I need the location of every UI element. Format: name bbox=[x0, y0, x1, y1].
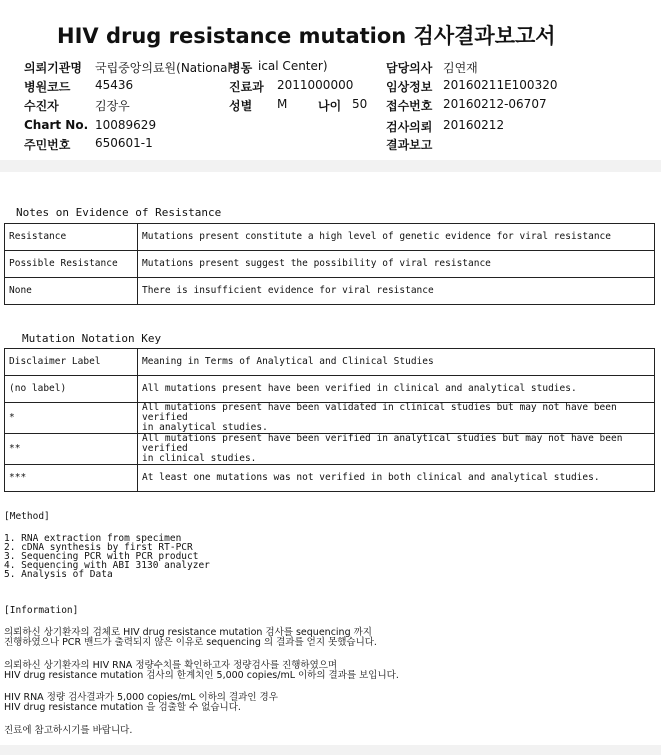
notes-label-possible: Possible Resistance bbox=[5, 251, 138, 278]
sex-label: 성별 bbox=[229, 99, 253, 113]
clinical-info-label: 임상정보 bbox=[386, 80, 433, 94]
attending-label: 담당의사 bbox=[386, 61, 433, 75]
requesting-org-label: 의뢰기관명 bbox=[24, 61, 82, 75]
ward-value: ical Center) bbox=[258, 59, 328, 73]
chart-no-value: 10089629 bbox=[95, 118, 157, 132]
key-header-label: Disclaimer Label bbox=[5, 349, 138, 376]
table-row bbox=[5, 465, 655, 492]
clinical-info-value: 20160211E100320 bbox=[443, 78, 558, 92]
key-meaning-two-star-line1: All mutations present have been verified in analytical studies but may not have been verified bbox=[142, 433, 623, 454]
requesting-org-value: 국립중앙의료원(National bbox=[95, 61, 231, 75]
receipt-label: 접수번호 bbox=[386, 99, 433, 113]
attending-value: 김연재 bbox=[443, 61, 478, 75]
sex-value: M bbox=[277, 97, 288, 111]
dept-value: 2011000000 bbox=[277, 78, 354, 92]
notes-text-resistance: Mutations present constitute a high level of genetic evidence for viral resistance bbox=[138, 224, 655, 251]
key-label-three-star: *** bbox=[5, 465, 138, 492]
table-row bbox=[5, 376, 655, 403]
method-step: 3. Sequencing PCR with PCR product bbox=[4, 551, 199, 562]
key-meaning-three-star: At least one mutations was not verified in both clinical and analytical studies. bbox=[138, 465, 655, 492]
table-row bbox=[5, 403, 655, 434]
info-paragraph-1-line-2: 진행하였으나 PCR 밴드가 출력되지 않은 이유로 sequencing 의 결과를 얻지 못했습니다. bbox=[4, 637, 377, 648]
notes-heading: Notes on Evidence of Resistance bbox=[16, 206, 222, 219]
key-heading: Mutation Notation Key bbox=[22, 332, 162, 345]
method-step: 4. Sequencing with ABI 3130 analyzer bbox=[4, 560, 210, 571]
info-paragraph-2-line-2: HIV drug resistance mutation 검사의 한계치인 5,000 copies/mL 이하의 결과를 보입니다. bbox=[4, 670, 399, 681]
hospital-code-value: 45436 bbox=[95, 78, 134, 92]
section-divider bbox=[0, 160, 661, 172]
key-meaning-two-star bbox=[138, 434, 655, 465]
hospital-code-label: 병원코드 bbox=[24, 80, 71, 94]
test-request-label: 검사의뢰 bbox=[386, 120, 433, 134]
notes-text-possible: Mutations present suggest the possibility of viral resistance bbox=[138, 251, 655, 278]
key-meaning-two-star-line2: in clinical studies. bbox=[142, 453, 257, 464]
method-heading: [Method] bbox=[4, 511, 50, 522]
ward-label: 병동 bbox=[229, 61, 253, 75]
info-paragraph-3-line-1: HIV RNA 정량 검사결과가 5,000 copies/mL 이하의 결과인 경우 bbox=[4, 692, 278, 703]
id-value: 650601-1 bbox=[95, 136, 153, 150]
info-paragraph-3-line-2: HIV drug resistance mutation 을 검출할 수 없습니다. bbox=[4, 702, 241, 713]
table-row bbox=[5, 434, 655, 465]
information-heading: [Information] bbox=[4, 605, 79, 616]
key-label-none: (no label) bbox=[5, 376, 138, 403]
table-row bbox=[5, 349, 655, 376]
key-meaning-none: All mutations present have been verified in clinical and analytical studies. bbox=[138, 376, 655, 403]
notes-label-none: None bbox=[5, 278, 138, 305]
method-step: 5. Analysis of Data bbox=[4, 569, 113, 580]
method-step: 2. cDNA synthesis by first RT-PCR bbox=[4, 542, 193, 553]
notes-text-none: There is insufficient evidence for viral resistance bbox=[138, 278, 655, 305]
method-step: 1. RNA extraction from specimen bbox=[4, 533, 182, 544]
key-label-two-star: ** bbox=[5, 434, 138, 465]
notes-table bbox=[4, 223, 655, 305]
key-meaning-one-star-line1: All mutations present have been validated in clinical studies but may not have been verified bbox=[142, 402, 617, 423]
info-paragraph-2-line-1: 의뢰하신 상기환자의 HIV RNA 정량수치를 확인하고자 정량검사를 진행하였으며 bbox=[4, 660, 338, 671]
key-table bbox=[4, 348, 655, 492]
report-title: HIV drug resistance mutation 검사결과보고서 bbox=[57, 24, 556, 48]
id-label: 주민번호 bbox=[24, 138, 71, 152]
age-label: 나이 bbox=[318, 99, 342, 113]
key-label-one-star: * bbox=[5, 403, 138, 434]
table-row bbox=[5, 251, 655, 278]
dept-label: 진료과 bbox=[229, 80, 264, 94]
receipt-value: 20160212-06707 bbox=[443, 97, 547, 111]
age-value: 50 bbox=[352, 97, 368, 111]
info-closing: 진료에 참고하시기를 바랍니다. bbox=[4, 725, 133, 736]
table-row bbox=[5, 224, 655, 251]
key-meaning-one-star bbox=[138, 403, 655, 434]
chart-no-label: Chart No. bbox=[24, 118, 89, 132]
key-header-meaning: Meaning in Terms of Analytical and Clinical Studies bbox=[138, 349, 655, 376]
collector-label: 수진자 bbox=[24, 99, 59, 113]
key-meaning-one-star-line2: in analytical studies. bbox=[142, 422, 268, 433]
info-paragraph-1-line-1: 의뢰하신 상기환자의 검체로 HIV drug resistance mutation 검사를 sequencing 까지 bbox=[4, 627, 372, 638]
table-row bbox=[5, 278, 655, 305]
result-report-label: 결과보고 bbox=[386, 138, 433, 152]
collector-value: 김장우 bbox=[95, 99, 130, 113]
notes-label-resistance: Resistance bbox=[5, 224, 138, 251]
test-request-value: 20160212 bbox=[443, 118, 505, 132]
